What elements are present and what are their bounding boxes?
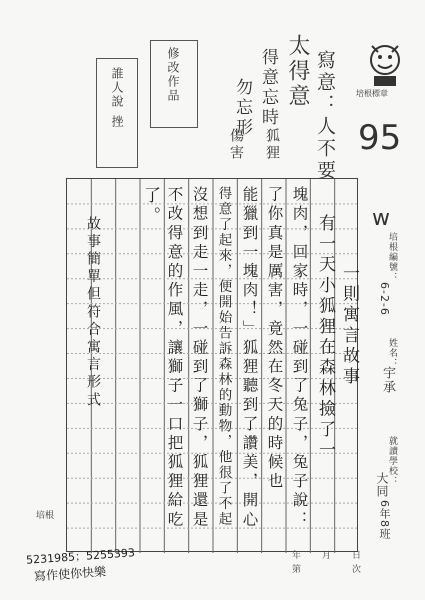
marker-label: 培根 (36, 511, 55, 521)
essay-column-5: 得意了起來，便開始告訴森林的動物，他很了不起 (215, 186, 232, 527)
phone-number: 5231985；5255393 (25, 546, 136, 567)
logo-caption: 培根標章 (356, 89, 388, 98)
name-label: 姓名： (387, 338, 397, 368)
teacher-note: 故事簡單但符合寓言形式 (85, 216, 101, 410)
school-value: 大同 (375, 472, 389, 498)
left-stamp-text: 誰人說 挫 (110, 67, 124, 129)
score-mark: 95 (358, 118, 402, 158)
left-stamp (96, 58, 138, 168)
comment-line-6: 傷害 (228, 128, 244, 162)
comment-line-4: 勿忘形 (232, 78, 252, 138)
essay-column-8: 了。 (140, 186, 160, 228)
date-year-label: 年 (292, 551, 302, 561)
date-month-label: 月 (322, 551, 332, 561)
school-label: 就讀學校： (387, 436, 397, 486)
serial-label: 培根編號： (387, 232, 397, 282)
page-label-first: 第 (292, 565, 302, 575)
grade-value: 6年8班 (378, 500, 391, 540)
essay-column-7: 不改得意的作風，讓獅子一口把狐狸給吃 (165, 186, 184, 530)
essay-column-3: 了你真是厲害，竟然在冬天的時候也 (265, 186, 284, 492)
name-value: 宇承 (380, 366, 395, 394)
comment-line-2: 太得意 (285, 34, 310, 109)
essay-column-4: 能獵到一塊肉！」狐狸聽到了讚美，開心 (240, 186, 259, 530)
revision-stamp (150, 40, 198, 128)
grade-mark: w (372, 206, 390, 231)
comment-line-3: 得意忘時 (258, 48, 278, 128)
page-label-times: 次 (352, 565, 362, 575)
comment-line-5: 狐狸 (264, 128, 280, 162)
slogan: 寫作使你快樂 (33, 564, 107, 584)
essay-column-6: 沒想到走一走，一碰到了獅子，狐狸還是 (190, 186, 209, 530)
date-day-label: 日 (352, 551, 362, 561)
serial-value: 6-2-6 (378, 282, 391, 316)
revision-stamp-text: 修改作品 (166, 47, 180, 103)
comment-line-1: 寫意：人不要 (314, 50, 336, 182)
essay-title: 一則寓言故事 (339, 264, 359, 388)
essay-column-1: 有一天小狐狸在森林撿了一 (315, 214, 335, 462)
essay-column-2: 塊肉，回家時，一碰到了兔子，兔子說： (290, 186, 309, 530)
bacon-logo-icon (360, 36, 410, 94)
